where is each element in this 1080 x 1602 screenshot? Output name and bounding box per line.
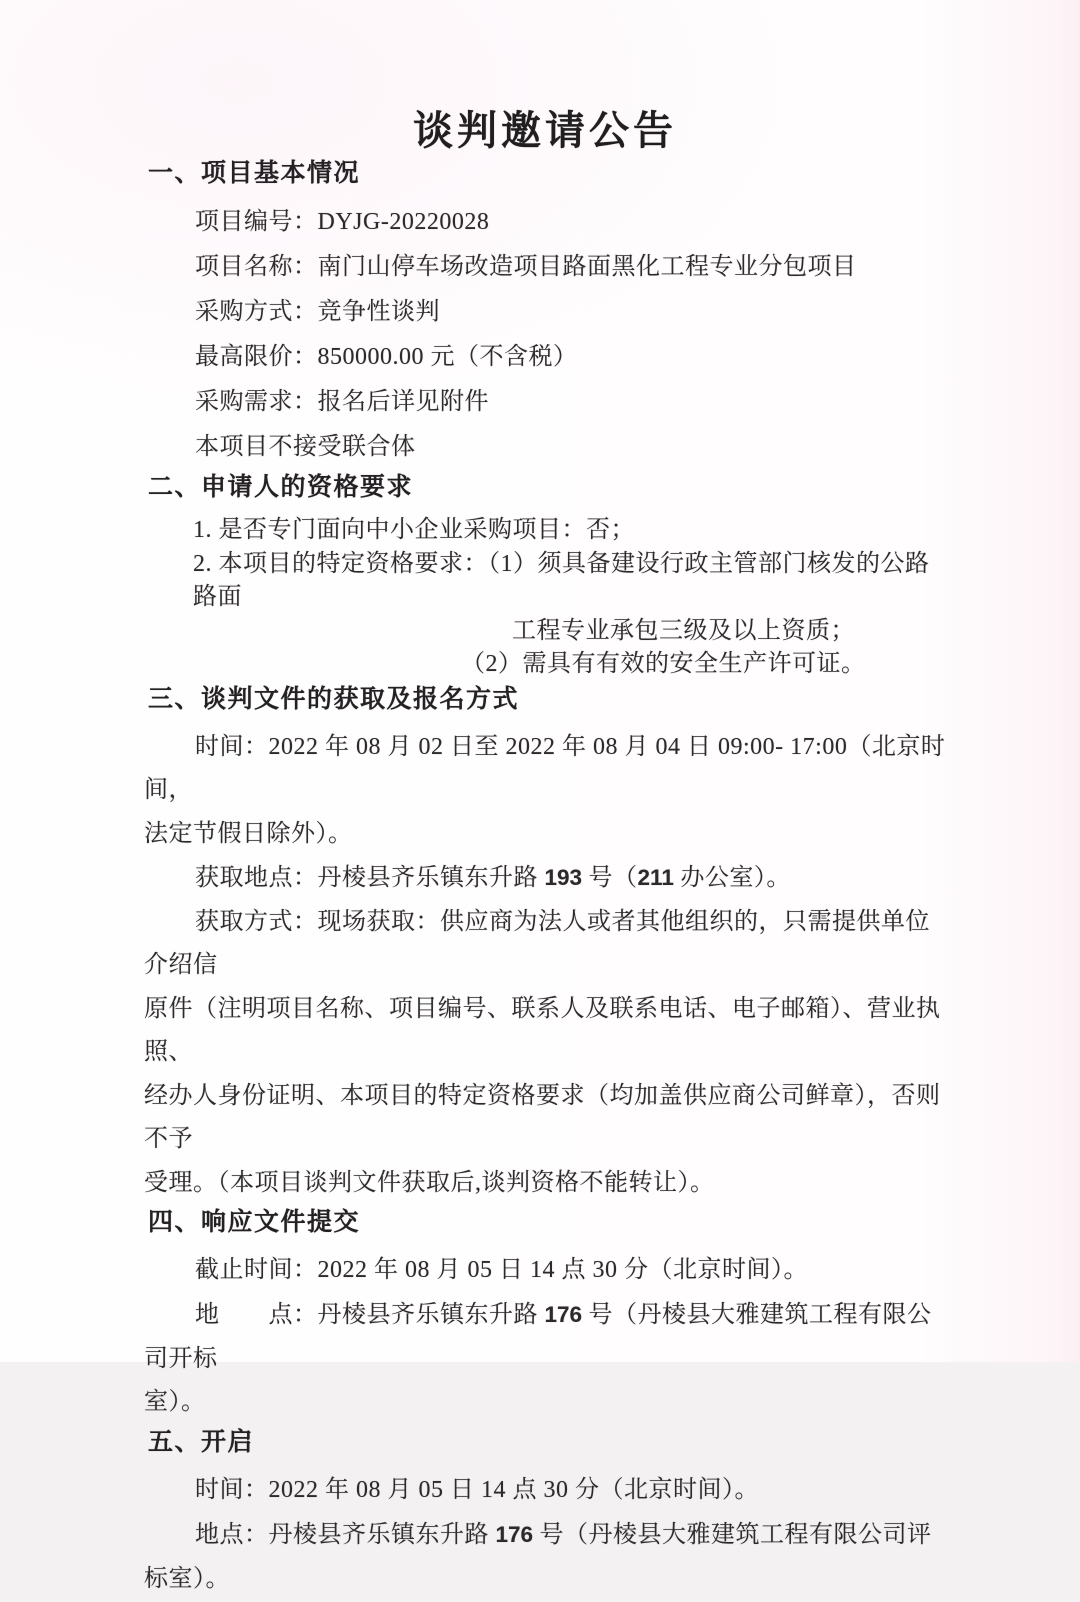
- document-title: 谈判邀请公告: [413, 108, 677, 153]
- submission-location-line: [144, 1293, 946, 1382]
- qualification-item-2-continuation: 工程专业承包三级及以上资质；: [512, 617, 855, 644]
- opening-location-text: 地点：丹棱县齐乐镇东升路: [195, 1521, 496, 1548]
- submission-location-tail: 号（丹棱县大雅建筑工程有限公司开标: [144, 1301, 932, 1372]
- obtain-room-number: 211: [637, 865, 674, 890]
- obtain-location-text: 获取地点：丹棱县齐乐镇东升路: [195, 865, 545, 891]
- obtain-how-line-2: 原件（注明项目名称、项目编号、联系人及联系电话、电子邮箱）、营业执照、: [144, 995, 941, 1065]
- obtain-location-tail: 办公室）。: [673, 865, 791, 891]
- section-response-submission: [144, 1205, 946, 1425]
- section-opening: [144, 1425, 946, 1601]
- obtain-how-line-4: 受理。（本项目谈判文件获取后,谈判资格不能转让）。: [144, 1169, 715, 1196]
- section-document-obtain: [144, 682, 946, 1206]
- project-name-line: 项目名称：南门山停车场改造项目路面黑化工程专业分包项目: [195, 254, 857, 280]
- section-qualification: [144, 470, 946, 682]
- no-consortium-line: 本项目不接受联合体: [195, 434, 416, 460]
- section-basic-info-heading: 一、项目基本情况: [148, 159, 361, 187]
- qualification-item-1: 1. 是否专门面向中小企业采购项目：否；: [193, 517, 635, 543]
- obtain-street-number: 193: [544, 865, 583, 890]
- section-document-obtain-heading: 三、谈判文件的获取及报名方式: [148, 684, 520, 713]
- obtain-how-line-1: 获取方式：现场获取：供应商为法人或者其他组织的，只需提供单位介绍信: [144, 908, 930, 978]
- obtain-time-line-2: 法定节假日除外）。: [144, 820, 353, 847]
- submission-location-continuation: 室）。: [144, 1389, 206, 1416]
- section-opening-heading: 五、开启: [148, 1428, 255, 1457]
- opening-location-line: [144, 1513, 946, 1602]
- section-response-submission-heading: 四、响应文件提交: [148, 1208, 361, 1236]
- purchase-method-line: 采购方式：竞争性谈判: [195, 299, 440, 325]
- submission-location-text: 地 点：丹棱县齐乐镇东升路: [195, 1301, 545, 1328]
- section-basic-info: [144, 156, 946, 470]
- qualification-item-3: （2）需具有有效的安全生产许可证。: [461, 651, 866, 677]
- section-qualification-heading: 二、申请人的资格要求: [148, 473, 414, 501]
- obtain-how-line-3: 经办人身份证明、本项目的特定资格要求（均加盖供应商公司鲜章），否则不予: [144, 1082, 941, 1152]
- purchase-need-line: 采购需求：报名后详见附件: [195, 389, 489, 415]
- qualification-item-2: 2. 本项目的特定资格要求：（1）须具备建设行政主管部门核发的公路路面: [193, 550, 930, 610]
- max-price-line: 最高限价：850000.00 元（不含税）: [195, 344, 578, 370]
- obtain-location-mid: 号（: [582, 865, 638, 891]
- project-number-line: 项目编号：DYJG-20220028: [195, 209, 490, 235]
- obtain-location-line: [144, 856, 946, 901]
- opening-location-tail: 号（丹棱县大雅建筑工程有限公司评标室）。: [144, 1521, 932, 1592]
- opening-time-line: 时间：2022 年 08 月 05 日 14 点 30 分（北京时间）。: [195, 1477, 759, 1504]
- submission-deadline-line: 截止时间：2022 年 08 月 05 日 14 点 30 分（北京时间）。: [195, 1257, 808, 1283]
- opening-street-number: 176: [495, 1521, 534, 1547]
- obtain-time-line-1: 时间：2022 年 08 月 02 日至 2022 年 08 月 04 日 09:00- 17:00（北京时间，: [144, 733, 946, 803]
- submission-street-number: 176: [544, 1301, 583, 1327]
